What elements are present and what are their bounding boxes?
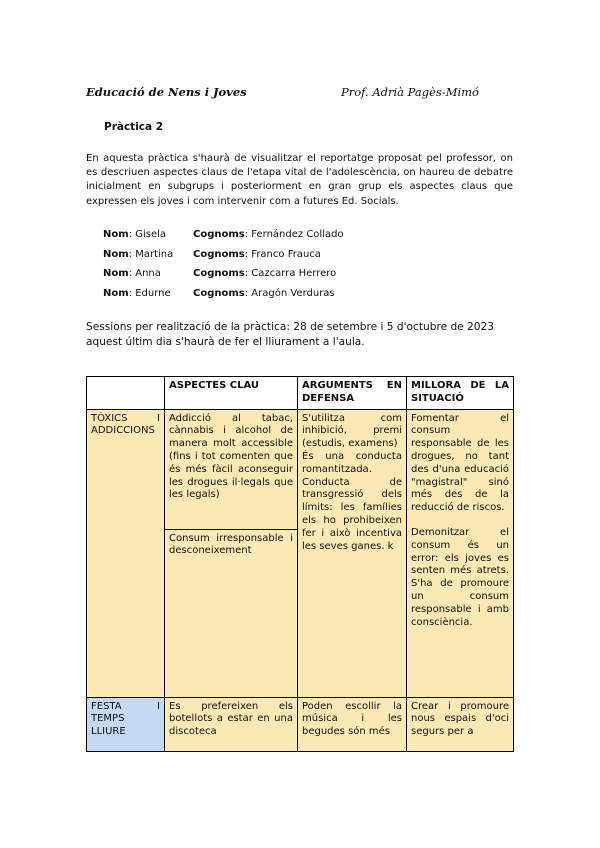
name-label: Nom [103, 229, 129, 240]
student-surname: Franco Frauca [251, 248, 321, 260]
surname-label: Cognoms [193, 248, 245, 260]
student-name: Martina [135, 248, 174, 260]
header-arguments: ARGUMENTS EN DEFENSA [298, 377, 407, 410]
sessions-info [86, 320, 516, 349]
arguments-cell: Poden escollir la música i les begudes són més [298, 697, 407, 751]
aspect-cell: Addicció al tabac, cànnabis i alcohol de manera molt accessible (fins i tot comenten que és més fàcil aconseguir les drogues il·legals que les legals) [165, 409, 298, 529]
sessions-line-2: aquest últim dia s'haurà de fer el lliurament a l'aula. [86, 335, 365, 348]
student-name: Edurne [135, 287, 171, 299]
document-header-author: Prof. Adrià Pagès-Mimó [341, 85, 479, 99]
improvement-cell [407, 409, 514, 697]
surname-label: Cognoms [193, 268, 245, 279]
student-surname: Fernández Collado [251, 229, 344, 240]
improvement-paragraph: Demonitzar el consum és un error: els joves es senten més atrets. S'ha de promoure un consum responsable i amb consciència. [411, 526, 509, 628]
improvement-paragraph: Fomentar el consum responsable de les drogues, no tant des d'una educació "magistral" sinó més des de la reducció de riscos. [411, 412, 509, 514]
name-label: Nom [103, 248, 129, 260]
arguments-cell: S'utilitza com inhibició, premi (estudis, examens) És una conducta romantitzada. Conducta de transgressió dels límits: les famílies els ho prohibeixen fer i això incentiva les seves ganes. k [298, 409, 407, 697]
student-name: Anna [135, 268, 161, 279]
category-cell: TÒXICS I ADDICCIONS [87, 409, 165, 697]
analysis-table [86, 376, 514, 752]
surname-label: Cognoms [193, 229, 245, 240]
aspect-cell: Es prefereixen els botellots a estar en una discoteca [165, 697, 298, 751]
header-aspects: ASPECTES CLAU [165, 377, 298, 410]
student-surname: Cazcarra Herrero [251, 268, 337, 279]
category-cell: FESTA I TEMPS LLIURE [87, 697, 165, 751]
sessions-line-1: Sessions per realització de la pràctica: 28 de setembre i 5 d'octubre de 2023 [86, 321, 495, 333]
improvement-cell: Crear i promoure nous espais d'oci segurs per a [407, 697, 514, 751]
student-name: Gisela [135, 229, 167, 240]
table-row [87, 697, 514, 751]
document-header-title: Educació de Nens i Joves [86, 85, 247, 99]
intro-paragraph: En aquesta pràctica s'haurà de visualitzar el reportatge proposat pel professor, on es descriuen aspectes claus de l'etapa vital de l'adolescència, on haureu de debatre inicialment en subgrups i posteriorment en gran grup els aspectes claus que expressen els joves i com intervenir com a futures Ed. Socials. [86, 153, 513, 207]
aspect-cell: Consum irresponsable i desconeixement [165, 529, 298, 697]
student-surname: Aragón Verduras [251, 287, 335, 299]
practice-title: Pràctica 2 [104, 121, 164, 133]
name-label: Nom [103, 287, 129, 299]
header-empty-cell [87, 377, 165, 410]
table-header-row [87, 377, 514, 410]
header-improvement: MILLORA DE LA SITUACIÓ [407, 377, 514, 410]
surname-label: Cognoms [193, 287, 245, 299]
table-row [87, 409, 514, 529]
name-label: Nom [103, 268, 129, 279]
